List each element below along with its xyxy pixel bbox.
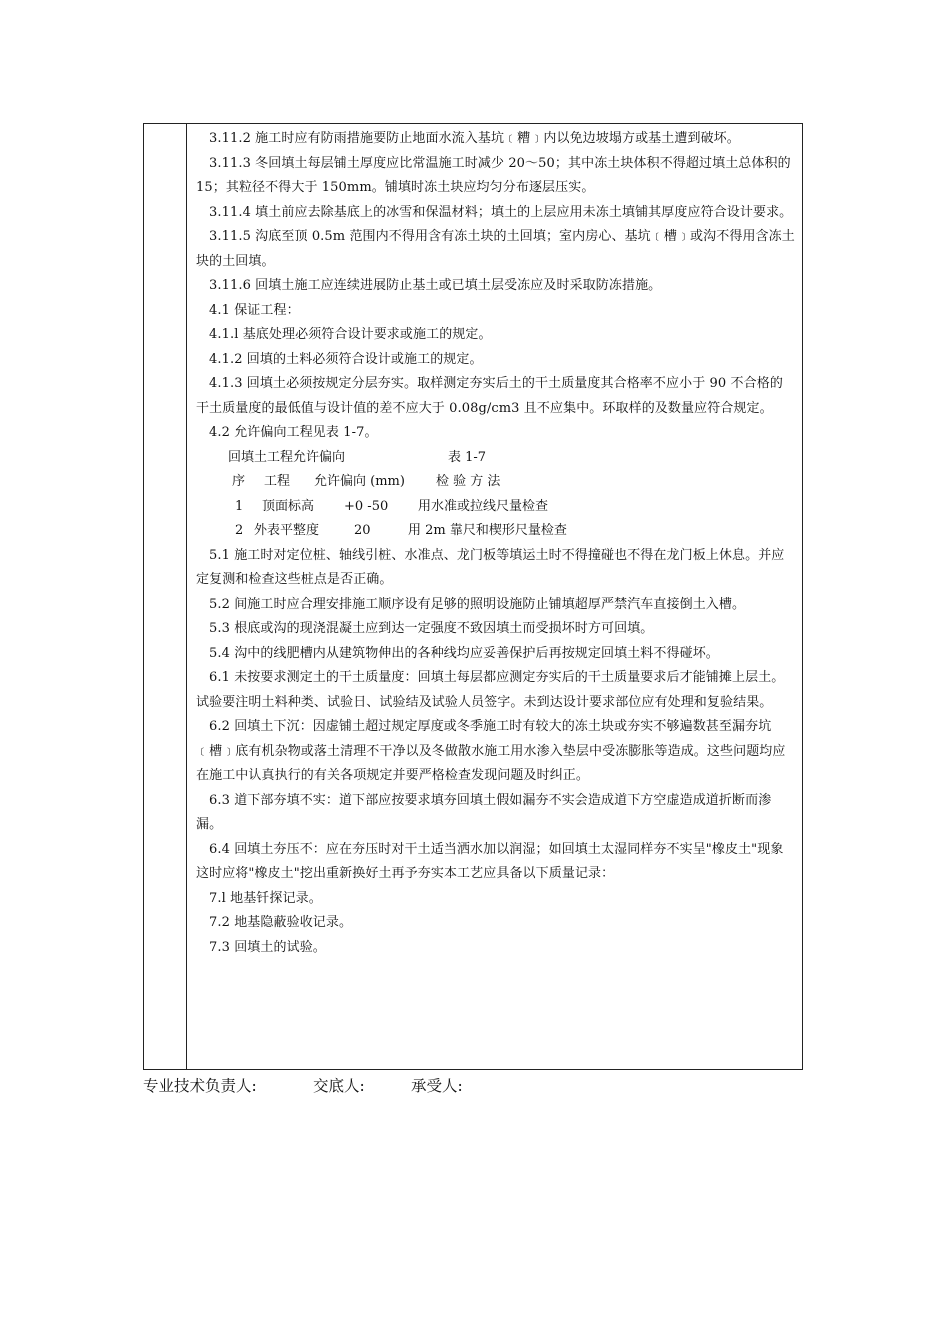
paragraph-5-4: 5.4 沟中的线肥槽内从建筑物伸出的各种线均应妥善保护后再按规定回填土料不得碰坏。	[209, 645, 719, 661]
paragraph-5-3: 5.3 根底或沟的现浇混凝土应到达一定强度不致因填土而受损坏时方可回填。	[209, 621, 654, 636]
document-frame	[143, 123, 803, 1070]
table-cell-tolerance: +0 -50	[344, 498, 389, 514]
signature-footer	[143, 1073, 803, 1099]
table-cell-item: 外表平整度	[254, 523, 320, 538]
paragraph-6-1: 6.1 未按要求测定土的干土质量度：回填土每层都应测定夯实后的干土质量要求后才能铺摊上层土。试验要注明土料种类、试验日、试验结及试验人员签字。未到达设计要求部位应有处理和复验结果。	[196, 670, 785, 710]
table-number: 表 1-7	[448, 449, 487, 465]
left-column-divider	[186, 124, 187, 1069]
paragraph-3-11-4: 3.11.4 填土前应去除基底上的冰雪和保温材料；填土的上层应用未冻土填铺其厚度应符合设计要求。	[209, 204, 793, 220]
paragraph-5-1: 5.1 施工时对定位桩、轴线引桩、水准点、龙门板等填运土时不得撞碰也不得在龙门板上休息。并应定复测和检查这些桩点是否正确。	[196, 547, 785, 587]
paragraph-5-2: 5.2 间施工时应合理安排施工顺序设有足够的照明设施防止铺填超厚严禁汽车直接倒土入槽。	[209, 596, 746, 612]
table-cell-item: 顶面标高	[262, 498, 315, 514]
paragraph-3-11-2: 3.11.2 施工时应有防雨措施要防止地面水流入基坑﹝糟﹞内以免边坡塌方或基土遭到破坏。	[209, 131, 740, 146]
table-cell-tolerance: 20	[354, 523, 371, 538]
paragraph-7-2: 7.2 地基隐蔽验收记录。	[209, 915, 353, 930]
table-row	[196, 519, 796, 544]
paragraph-4-1-1: 4.1.l 基底处理必须符合设计要求或施工的规定。	[209, 327, 492, 342]
table-cell-seq: 1	[235, 498, 244, 514]
paragraph-7-1: 7.l 地基钎探记录。	[209, 890, 322, 906]
paragraph-7-3: 7.3 回填土的试验。	[209, 939, 326, 955]
paragraph-4-2: 4.2 允许偏向工程见表 1-7。	[209, 425, 378, 440]
table-title: 回填土工程允许偏向	[228, 449, 346, 465]
paragraph-3-11-5: 3.11.5 沟底至顶 0.5m 范围内不得用含有冻土块的土回填；室内房心、基坑﹝槽﹞或沟不得用含冻土块的土回填。	[196, 229, 795, 269]
handover-label: 交底人:	[313, 1077, 365, 1095]
table-row	[196, 495, 796, 520]
table-cell-method: 用水准或拉线尺量检查	[418, 498, 549, 514]
table-header-row	[196, 470, 796, 495]
paragraph-3-11-6: 3.11.6 回填土施工应连续进展防止基土或已填土层受冻应及时采取防冻措施。	[209, 278, 662, 293]
table-header-item: 工程	[264, 474, 291, 489]
paragraph-6-3: 6.3 道下部夯填不实：道下部应按要求填夯回填土假如漏夯不实会造成道下方空虚造成道折断而渗漏。	[196, 792, 772, 832]
paragraph-3-11-3: 3.11.3 冬回填土每层铺土厚度应比常温施工时减少 20～50；其中冻土块体积不得超过填土总体积的 15；其粒径不得大于 150mm。铺填时冻土块应均匀分布逐层压实。	[196, 155, 791, 195]
tech-lead-label: 专业技术负责人:	[143, 1077, 257, 1095]
table-header-tolerance: 允许偏向 (mm)	[314, 474, 405, 489]
paragraph-4-1-2: 4.1.2 回填的土料必须符合设计或施工的规定。	[209, 351, 483, 367]
paragraph-6-4: 6.4 回填土夯压不：应在夯压时对干土适当洒水加以润湿；如回填土太湿同样夯不实呈"橡皮土"现象这时应将"橡皮土"挖出重新换好土再予夯实本工艺应具备以下质量记录：	[196, 841, 784, 881]
paragraph-4-1: 4.1 保证工程：	[209, 302, 300, 318]
paragraph-4-1-3: 4.1.3 回填土必须按规定分层夯实。取样测定夯实后土的干土质量度其合格率不应小于 90 不合格的干土质量度的最低值与设计值的差不应大于 0.08g/cm3 且不应集中。环取样的及数量应符合规定。	[196, 376, 783, 416]
table-title-row	[196, 446, 796, 471]
receiver-label: 承受人:	[411, 1077, 463, 1095]
table-header-method: 检 验 方 法	[436, 474, 501, 489]
table-cell-seq: 2	[235, 523, 244, 538]
paragraph-6-2: 6.2 回填土下沉：因虚铺土超过规定厚度或冬季施工时有较大的冻土块或夯实不够遍数甚至漏夯坑﹝槽﹞底有机杂物或落土清理不干净以及冬做散水施工用水渗入垫层中受冻膨胀等造成。这些问题均应在施工中认真执行的有关各项规定并要严格检查发现问题及时纠正。	[196, 719, 786, 783]
table-cell-method: 用 2m 靠尺和楔形尺量检查	[408, 523, 567, 538]
table-header-seq: 序	[232, 474, 246, 489]
document-body	[196, 127, 796, 960]
